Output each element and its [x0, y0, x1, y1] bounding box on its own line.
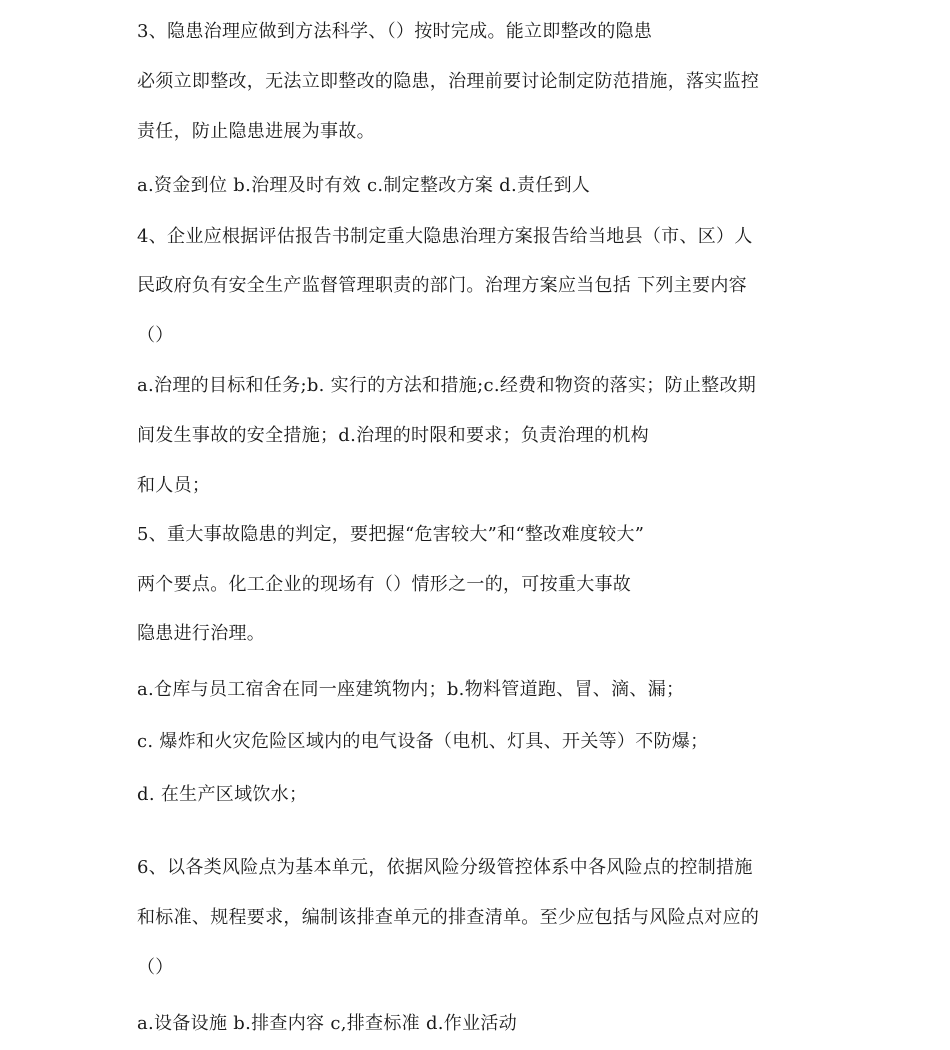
question-3-text-line-1: 3、隐患治理应做到方法科学、（）按时完成。能立即整改的隐患	[137, 21, 653, 42]
question-5-options-line-1: a.仓库与员工宿舍在同一座建筑物内；b.物料管道跑、冒、滴、漏；	[137, 679, 685, 700]
question-3-options-line-1: a.资金到位 b.治理及时有效 c.制定整改方案 d.责任到人	[137, 175, 591, 196]
question-5-options-line-2: c. 爆炸和火灾危险区域内的电气设备（电机、灯具、开关等）不防爆；	[137, 731, 709, 752]
question-4-text-line-2: 民政府负有安全生产监督管理职责的部门。治理方案应当包括 下列主要内容	[137, 275, 747, 296]
question-3-text-line-2: 必须立即整改，无法立即整改的隐患，治理前要讨论制定防范措施，落实监控	[137, 71, 760, 92]
question-6-text-line-2: 和标准、规程要求，编制该排查单元的排查清单。至少应包括与风险点对应的	[137, 907, 760, 928]
question-4-text-line-3: （）	[137, 325, 174, 346]
question-6-options-line-1: a.设备设施 b.排查内容 c,排查标准 d.作业活动	[137, 1013, 518, 1034]
question-6-text-line-1: 6、以各类风险点为基本单元，依据风险分级管控体系中各风险点的控制措施	[137, 857, 753, 878]
question-4-text-line-1: 4、企业应根据评估报告书制定重大隐患治理方案报告给当地县（市、区）人	[137, 226, 753, 247]
question-6-text-line-3: （）	[137, 957, 174, 978]
question-3-text-line-3: 责任，防止隐患进展为事故。	[137, 121, 375, 142]
question-4-options-line-3: 和人员；	[137, 475, 211, 496]
question-5-text-line-3: 隐患进行治理。	[137, 623, 266, 644]
question-4-options-line-2: 间发生事故的安全措施；d.治理的时限和要求；负责治理的机构	[137, 425, 649, 446]
question-5-options-line-3: d. 在生产区域饮水；	[137, 784, 308, 805]
question-4-options-line-1: a.治理的目标和任务;b. 实行的方法和措施;c.经费和物资的落实；防止整改期	[137, 375, 757, 396]
question-5-text-line-1: 5、重大事故隐患的判定，要把握“危害较大”和“整改难度较大”	[137, 524, 645, 545]
question-5-text-line-2: 两个要点。化工企业的现场有（）情形之一的，可按重大事故	[137, 574, 632, 595]
